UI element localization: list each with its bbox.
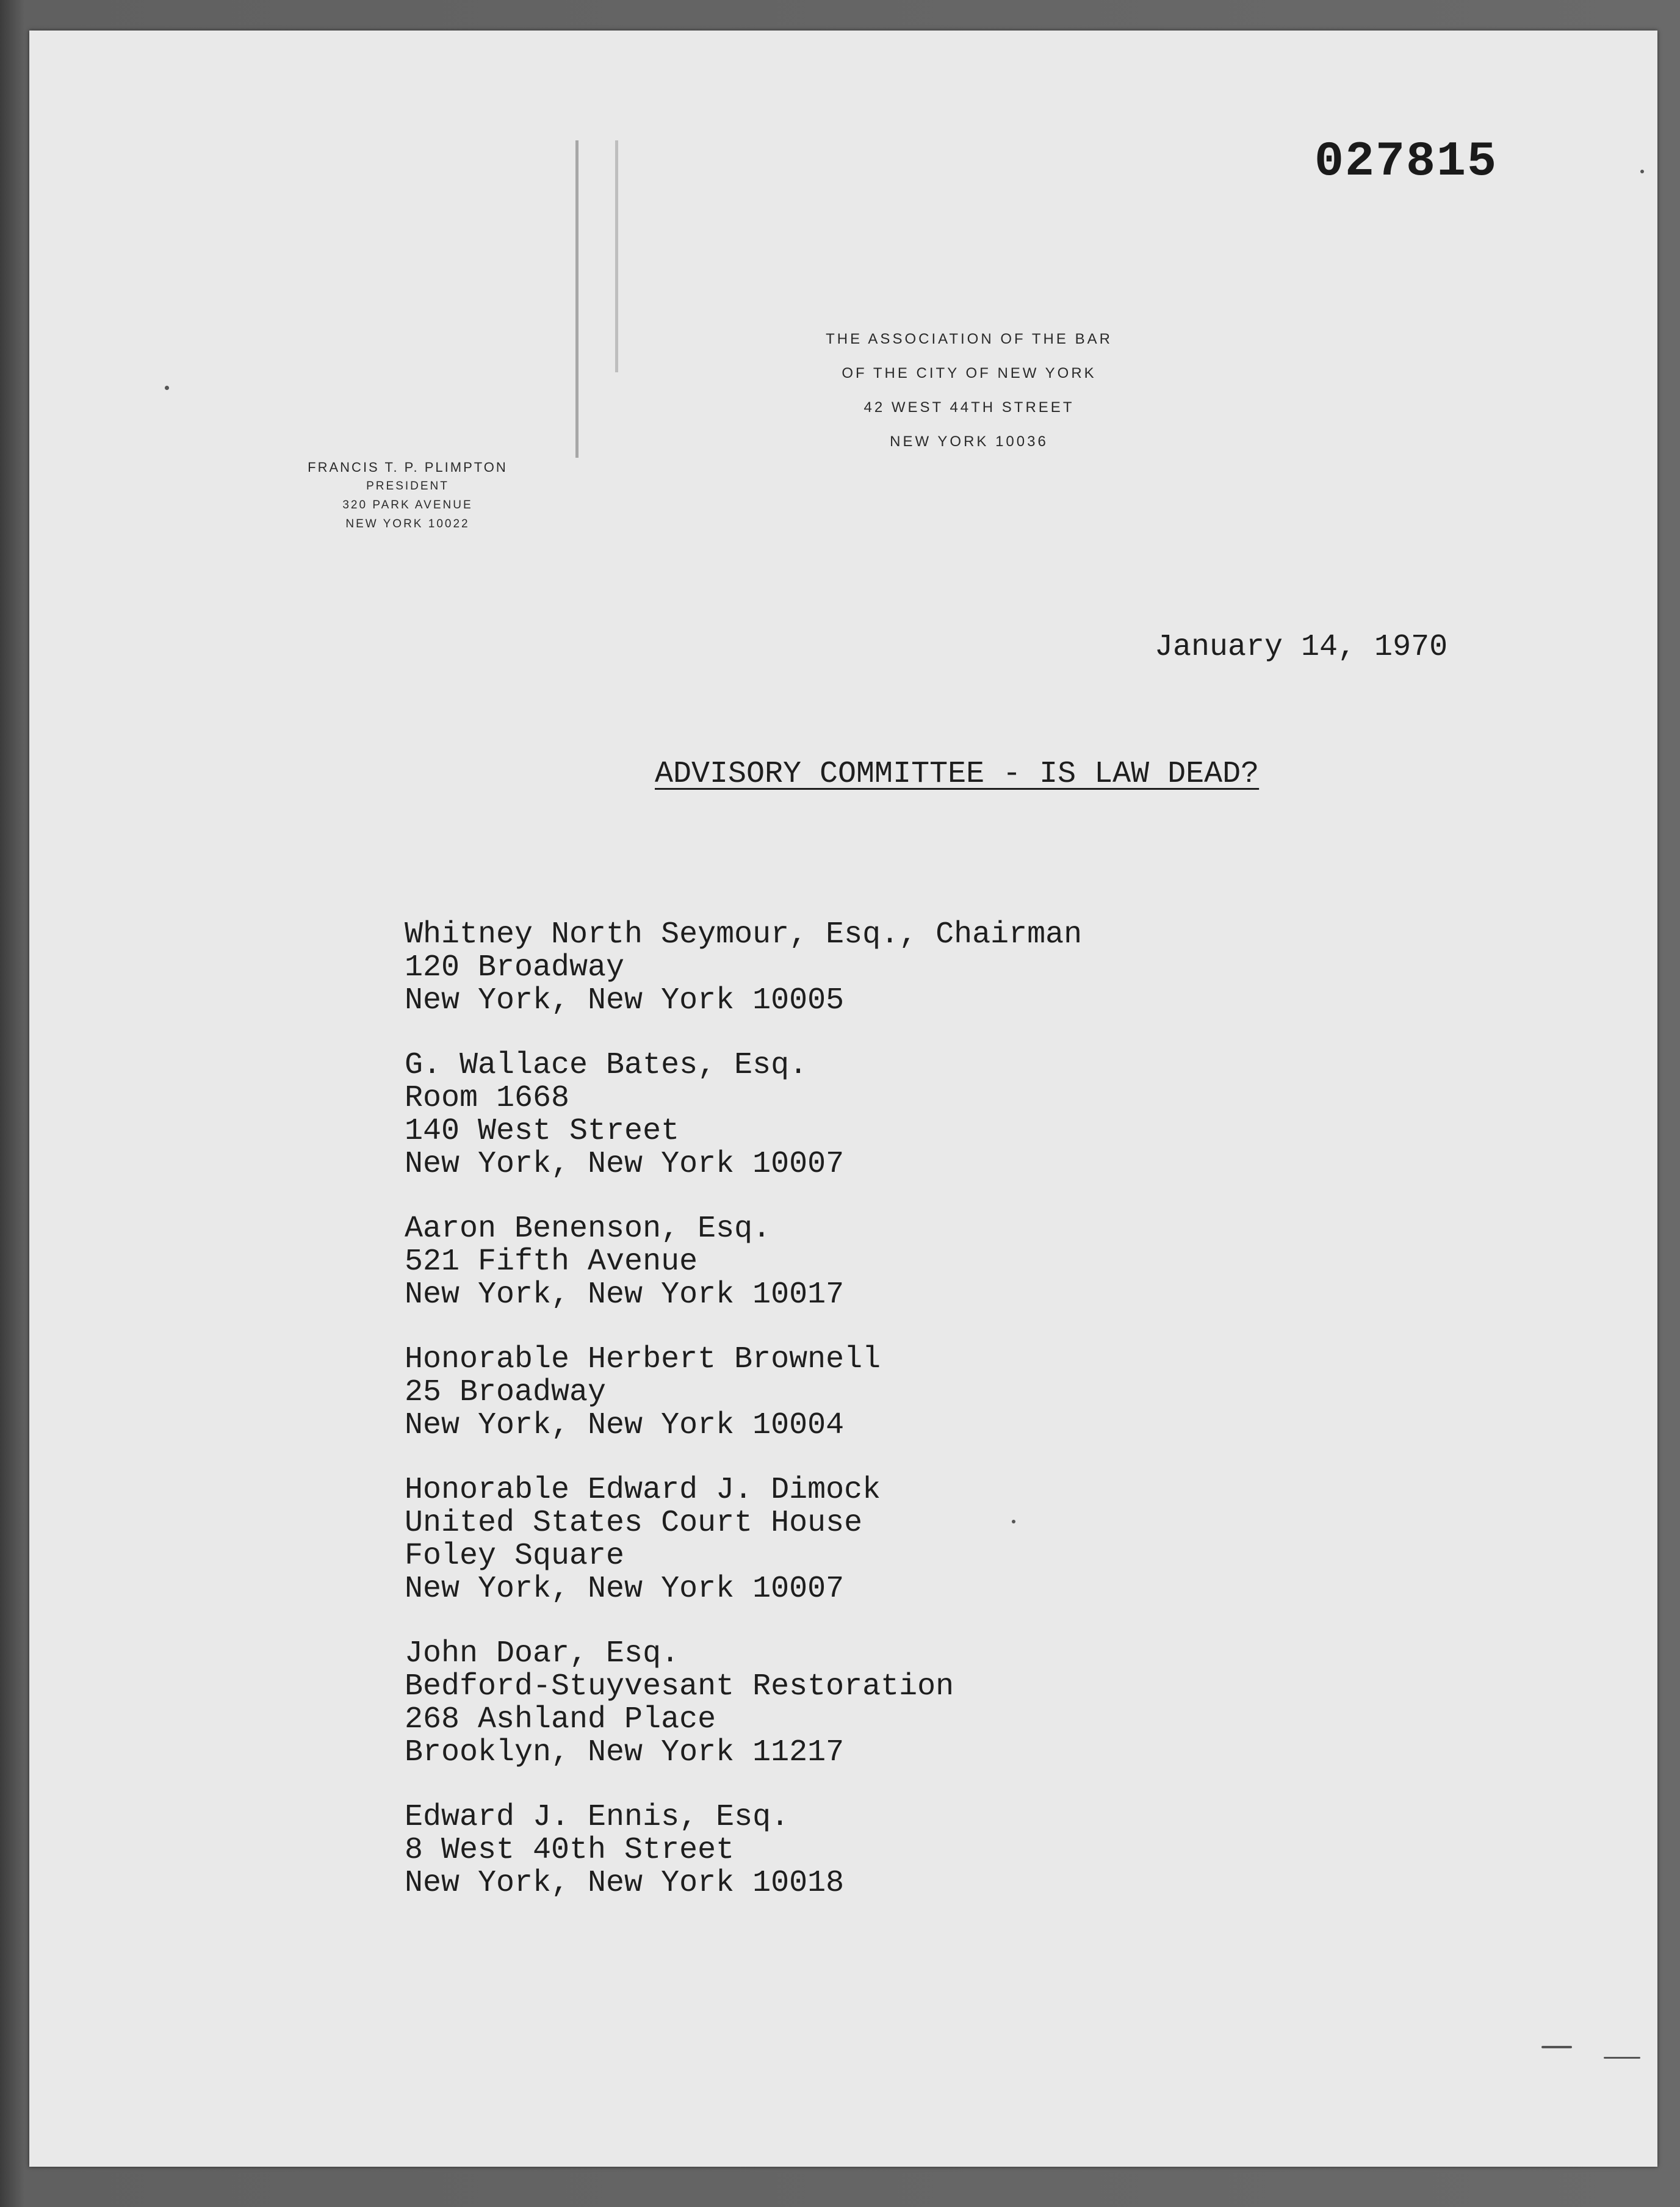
document-page (29, 31, 1657, 2167)
president-title: PRESIDENT (366, 480, 449, 493)
member-name: G. Wallace Bates, Esq. (405, 1048, 808, 1083)
member-address-line: New York, New York 10004 (405, 1408, 845, 1443)
letterhead-line: NEW YORK 10036 (890, 433, 1048, 450)
member-address-line: New York, New York 10007 (405, 1572, 845, 1606)
member-address-line: New York, New York 10007 (405, 1147, 845, 1182)
member-address-line: 140 West Street (405, 1114, 680, 1149)
president-city: NEW YORK 10022 (345, 518, 470, 530)
page-title: ADVISORY COMMITTEE - IS LAW DEAD? (655, 757, 1260, 792)
letterhead-line: THE ASSOCIATION OF THE BAR (826, 331, 1112, 347)
president-address: 320 PARK AVENUE (342, 499, 473, 511)
member-address-line: 268 Ashland Place (405, 1702, 716, 1737)
letterhead-line: 42 WEST 44TH STREET (863, 399, 1075, 416)
member-name: Honorable Edward J. Dimock (405, 1473, 881, 1508)
fold-mark (575, 140, 579, 458)
list-item (405, 1213, 1082, 1312)
scan-speck (165, 386, 169, 390)
member-address-line: United States Court House (405, 1506, 863, 1541)
member-address-line: Brooklyn, New York 11217 (405, 1735, 845, 1770)
president-name: FRANCIS T. P. PLIMPTON (308, 460, 508, 475)
list-item (405, 1049, 1082, 1181)
list-item (405, 1474, 1082, 1606)
scan-speck (1541, 2046, 1572, 2048)
member-address-line: 25 Broadway (405, 1375, 607, 1410)
member-name: Honorable Herbert Brownell (405, 1342, 881, 1377)
member-address-line: New York, New York 10017 (405, 1277, 845, 1312)
list-item (405, 1638, 1082, 1769)
letterhead-line: OF THE CITY OF NEW YORK (842, 365, 1097, 381)
fold-mark (615, 140, 618, 372)
list-item (405, 919, 1082, 1017)
member-address-line: 8 West 40th Street (405, 1833, 735, 1868)
member-address-line: Bedford-Stuyvesant Restoration (405, 1669, 954, 1704)
member-address-line: New York, New York 10005 (405, 983, 845, 1018)
letterhead (737, 322, 1201, 459)
president-block (249, 458, 566, 533)
member-address-line: 521 Fifth Avenue (405, 1244, 698, 1279)
scan-speck (1640, 170, 1644, 173)
member-name: John Doar, Esq. (405, 1636, 680, 1671)
member-name: Aaron Benenson, Esq. (405, 1212, 771, 1246)
member-name: Whitney North Seymour, Esq., Chairman (405, 917, 1083, 952)
member-address-line: Foley Square (405, 1539, 625, 1573)
member-address-line: New York, New York 10018 (405, 1866, 845, 1901)
document-number: 027815 (1314, 134, 1498, 190)
member-address-line: Room 1668 (405, 1081, 570, 1116)
list-item (405, 1801, 1082, 1900)
letter-date: January 14, 1970 (1155, 630, 1448, 665)
member-name: Edward J. Ennis, Esq. (405, 1800, 790, 1835)
member-address-line: 120 Broadway (405, 950, 625, 985)
scan-speck (1604, 2057, 1640, 2059)
list-item (405, 1343, 1082, 1442)
member-list (405, 919, 1082, 1932)
